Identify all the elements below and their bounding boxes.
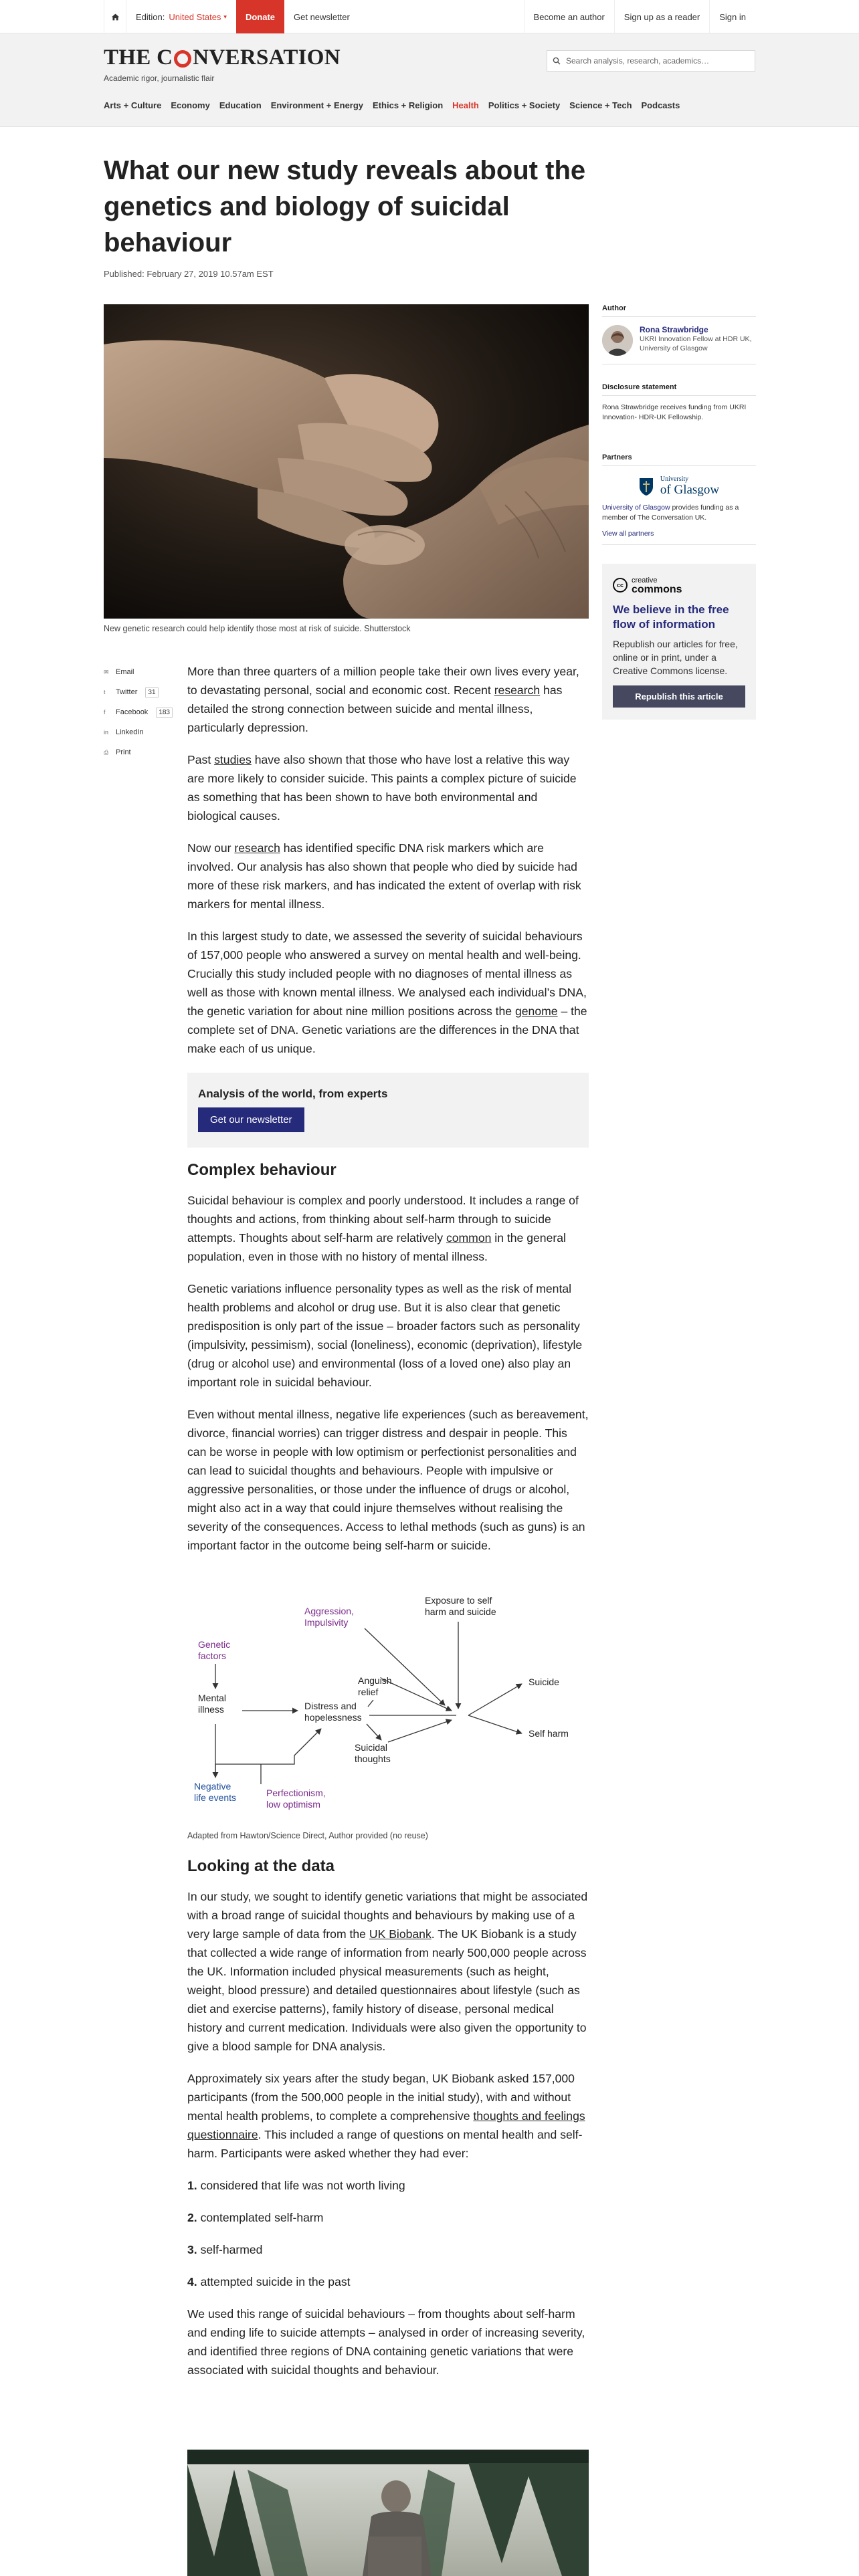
- creative-commons-box: [602, 564, 756, 720]
- nav-item-education[interactable]: Education: [219, 100, 262, 110]
- questionnaire-link[interactable]: thoughts and feelings questionnaire: [187, 2109, 585, 2141]
- disclosure-label: Disclosure statement: [602, 383, 756, 396]
- disclosure-text: Rona Strawbridge receives funding from UKRI Innovation- HDR-UK Fellowship.: [602, 403, 747, 421]
- print-icon: ⎙: [104, 749, 109, 756]
- get-newsletter-button[interactable]: Get our newsletter: [198, 1107, 304, 1132]
- author-name-link[interactable]: Rona Strawbridge: [640, 325, 708, 334]
- crest-icon: [639, 477, 654, 496]
- share-label: LinkedIn: [116, 728, 144, 736]
- diagram-suicide: Suicide: [529, 1677, 559, 1687]
- section-heading: Complex behaviour: [187, 1161, 337, 1179]
- author-label: Author: [602, 304, 756, 317]
- paragraph: Past studies have also shown that those who have lost a relative this way are more likely to consider suicide. This paints a complex picture of suicide as something that has been shown to have both environmental and biological causes.: [187, 753, 577, 823]
- search-box: [547, 50, 755, 72]
- creative-commons-logo: cc creative commons: [613, 576, 745, 595]
- chevron-down-icon: ▾: [223, 13, 227, 20]
- view-partners-link[interactable]: View all partners: [602, 523, 756, 545]
- article-photo: [187, 2450, 589, 2576]
- nav-item-arts-culture[interactable]: Arts + Culture: [104, 100, 162, 110]
- article-title: What our new study reveals about the genetics and biology of suicidal behaviour: [104, 156, 586, 257]
- donate-button[interactable]: Donate: [236, 0, 284, 33]
- diagram-caption: Adapted from Hawton/Science Direct, Author provided (no reuse): [187, 1831, 428, 1840]
- edition-label: Edition:: [136, 11, 165, 22]
- avatar[interactable]: [602, 325, 633, 356]
- partner-logo[interactable]: [602, 466, 756, 503]
- diagram-aggression: Aggression, Impulsivity: [304, 1606, 354, 1628]
- paragraph: Genetic variations influence personality types as well as the risk of mental health problems and alcohol or drug use. But it is also clear that genetic predisposition is only part of the issue – broader factors such as personality (impulsivity, pessimism), social (loneliness), economic (deprivation), lifestyle (drug or alcohol use) and environmental (loss of a loved one) also play an important role in suicidal behaviour.: [187, 1282, 583, 1389]
- partner-logo-name: of Glasgow: [660, 483, 720, 497]
- top-bar: [0, 0, 859, 33]
- paragraph: More than three quarters of a million people take their own lives every year, to devastating personal, social and economic cost. Recent research has detailed the strong connection between suicide and mental illness, particularly depression.: [187, 665, 579, 734]
- get-newsletter-link[interactable]: Get newsletter: [294, 11, 350, 22]
- hero-image: [104, 304, 589, 619]
- genome-link[interactable]: genome: [514, 1004, 558, 1018]
- share-label: Facebook: [116, 708, 149, 716]
- linkedin-icon: in: [104, 729, 109, 736]
- common-link[interactable]: common: [446, 1231, 492, 1245]
- share-count: 31: [145, 687, 158, 697]
- cc-text: Republish our articles for free, online or in print, under a Creative Commons license.: [613, 639, 738, 676]
- list-item: 3. self-harmed: [187, 2243, 263, 2256]
- paragraph: Even without mental illness, negative life experiences (such as bereavement, divorce, financial worries) can trigger distress and despair in people. This can be worse in people with low optimism or perfectionist personalities and can lead to suicidal thoughts and behaviours. People with impulsive or aggressive personalities, or those under the influence of drugs or alcohol, might also act in a way that could injure themselves without realising the severity of the consequences. Access to lethal methods (such as guns) is an important factor in the outcome being self-harm or suicide.: [187, 1408, 589, 1552]
- published-date: Published: February 27, 2019 10.57am EST: [104, 269, 274, 279]
- nav-item-politics-society[interactable]: Politics + Society: [488, 100, 561, 110]
- paragraph: Approximately six years after the study began, UK Biobank asked 157,000 participants (from the 500,000 people in the initial study), with and without mental health problems, to complete a comprehensive thoughts and feelings questionnaire. This included a range of questions on mental health and self-harm. Participants were asked whether they had ever:: [187, 2072, 585, 2160]
- suicidal-behaviour-diagram: [187, 1592, 589, 1819]
- site-header: [0, 33, 859, 127]
- edition-value: United States: [169, 11, 221, 22]
- list-item: 1. considered that life was not worth living: [187, 2179, 405, 2192]
- signup-link[interactable]: Sign up as a reader: [614, 0, 709, 33]
- article-body-intro: [187, 662, 589, 1071]
- partner-logo-university: University: [660, 475, 689, 483]
- diagram-genetic: Genetic factors: [198, 1639, 231, 1661]
- newsletter-promo: [187, 1073, 589, 1148]
- share-email-button[interactable]: [104, 662, 177, 682]
- logo-o-icon: [174, 50, 191, 68]
- research-link[interactable]: research: [494, 683, 541, 697]
- site-logo[interactable]: THE C NVERSATION: [104, 45, 341, 70]
- site-tagline: Academic rigor, journalistic flair: [104, 74, 215, 83]
- sidebar: [602, 304, 756, 720]
- twitter-icon: t: [104, 689, 106, 695]
- republish-button[interactable]: Republish this article: [613, 685, 745, 708]
- section-nav: [104, 100, 680, 114]
- share-label: Twitter: [116, 688, 138, 696]
- hero-caption: New genetic research could help identify those most at risk of suicide. Shutterstock: [104, 624, 411, 633]
- diagram-suicidal-thoughts: Suicidal thoughts: [355, 1742, 391, 1764]
- nav-item-health[interactable]: Health: [452, 100, 479, 110]
- paragraph: Now our research has identified specific DNA risk markers which are involved. Our analysis has also shown that people who died by suicide had more of these risk markers, and has indicated the extent of overlap with risk markers for mental illness.: [187, 841, 581, 911]
- share-label: Email: [116, 668, 134, 676]
- newsletter-title: Analysis of the world, from experts: [198, 1087, 388, 1100]
- author-card: [602, 317, 756, 364]
- search-icon: [553, 57, 561, 65]
- share-twitter-button[interactable]: [104, 682, 177, 702]
- diagram-negative: Negative life events: [194, 1781, 237, 1803]
- search-input[interactable]: [566, 56, 747, 66]
- email-icon: ✉: [104, 669, 109, 675]
- partners-label: Partners: [602, 453, 756, 466]
- studies-link[interactable]: studies: [214, 753, 252, 766]
- article-body-complex: [187, 1160, 589, 1568]
- share-print-button[interactable]: [104, 742, 177, 762]
- share-label: Print: [116, 748, 131, 756]
- section-heading: Looking at the data: [187, 1857, 335, 1875]
- paragraph: In this largest study to date, we assessed the severity of suicidal behaviours of 157,000 people who answered a survey on mental health and well-being. Crucially this study included people with no diagnoses of mental illness as well as those with known mental illness. We analysed each individual’s DNA, the genetic variation for about nine million positions across the genome – the complete set of DNA. Genetic variations are the differences in the DNA that make each of us unique.: [187, 930, 587, 1055]
- cc-icon: cc: [613, 578, 628, 593]
- home-icon: [111, 13, 120, 21]
- paragraph: We used this range of suicidal behaviours – from thoughts about self-harm and ending life to suicide attempts – analysed in order of increasing severity, and identified three regions of DNA containing genetic variations that were associated with suicidal thoughts and behaviour.: [187, 2307, 585, 2377]
- numbered-list: [187, 2176, 589, 2291]
- partner-link[interactable]: University of Glasgow: [602, 504, 670, 512]
- diagram-distress: Distress and hopelessness: [304, 1701, 362, 1723]
- share-linkedin-button[interactable]: [104, 722, 177, 742]
- nav-item-podcasts[interactable]: Podcasts: [641, 100, 680, 110]
- list-item: 4. attempted suicide in the past: [187, 2275, 351, 2288]
- nav-item-economy[interactable]: Economy: [171, 100, 210, 110]
- research-link-2[interactable]: research: [234, 841, 280, 855]
- nav-item-science-tech[interactable]: Science + Tech: [569, 100, 632, 110]
- paragraph: Suicidal behaviour is complex and poorly understood. It includes a range of thoughts and actions, from thinking about self-harm through to suicide attempts. Thoughts about self-harm are relatively common in the general population, even in those with no history of mental illness.: [187, 1194, 579, 1263]
- author-role: UKRI Innovation Fellow at HDR UK, University of Glasgow: [640, 335, 752, 352]
- paragraph: In our study, we sought to identify genetic variations that might be associated with a broad range of suicidal thoughts and behaviours by making use of a very large sample of data from the UK Biobank. The UK Biobank is a study that collected a wide range of information from nearly 500,000 people across the UK. Information included physical measurements (such as height, weight, blood pressure) and detailed questionnaires about lifestyle (such as diet and exercise patterns), family history of disease, personal medical history and current medication. Individuals were also given the opportunity to give a blood sample for DNA analysis.: [187, 1890, 588, 2053]
- facebook-icon: f: [104, 709, 106, 716]
- article-body-data: [187, 1856, 589, 2393]
- nav-item-ethics-religion[interactable]: Ethics + Religion: [373, 100, 444, 110]
- share-buttons: [104, 662, 177, 762]
- diagram-mental: Mental illness: [198, 1693, 227, 1715]
- diagram-exposure: Exposure to self harm and suicide: [425, 1595, 496, 1617]
- become-author-link[interactable]: Become an author: [524, 0, 614, 33]
- cc-title: We believe in the free flow of information: [613, 603, 729, 631]
- diagram-self-harm: Self harm: [529, 1728, 569, 1739]
- share-facebook-button[interactable]: [104, 702, 177, 722]
- signin-link[interactable]: Sign in: [709, 0, 755, 33]
- nav-item-environment-energy[interactable]: Environment + Energy: [270, 100, 364, 110]
- home-button[interactable]: [104, 0, 126, 33]
- list-item: 2. contemplated self-harm: [187, 2211, 324, 2224]
- share-count: 183: [156, 708, 173, 718]
- partner-text: University of Glasgow provides funding as a member of The Conversation UK.: [602, 504, 739, 522]
- diagram-perfectionism: Perfectionism, low optimism: [266, 1788, 326, 1810]
- edition-selector[interactable]: [169, 12, 227, 22]
- diagram-anguish: Anguish relief: [358, 1675, 392, 1697]
- uk-biobank-link[interactable]: UK Biobank: [369, 1927, 432, 1941]
